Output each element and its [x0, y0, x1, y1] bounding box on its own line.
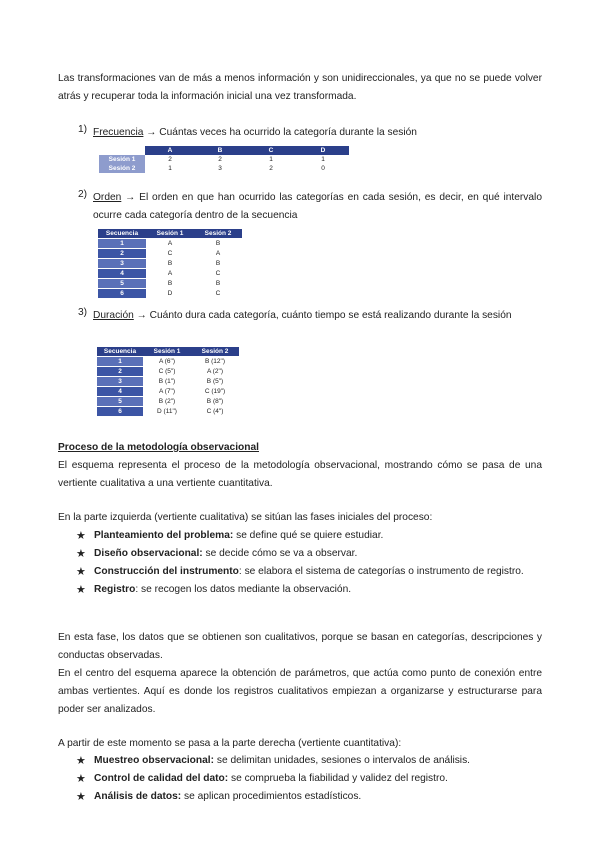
table-header: Sesión 1: [146, 229, 194, 239]
list-item-orden: [78, 189, 542, 225]
table-header: D: [297, 146, 349, 155]
table-cell: 3: [218, 165, 222, 172]
table-header: B: [195, 146, 245, 155]
table-cell: B: [146, 259, 194, 269]
table-row: [98, 239, 242, 249]
table-cell: B: [146, 279, 194, 289]
star-icon: ★: [76, 566, 86, 578]
table-header: Secuencia: [98, 229, 146, 239]
star-icon: ★: [76, 530, 86, 542]
row-label: 5: [97, 397, 143, 407]
table-cell: A: [146, 239, 194, 249]
table-cell: B (5"): [191, 377, 239, 387]
table-row: [98, 289, 242, 299]
list-item: ★ Planteamiento del problema: se define qué se quiere estudiar.: [76, 527, 542, 545]
star-icon: ★: [76, 584, 86, 596]
table-cell: C (5"): [143, 367, 191, 377]
table-cell: 1: [168, 165, 172, 172]
paragraph: En la parte izquierda (vertiente cualitativa) se sitúan las fases iniciales del proceso:: [58, 512, 433, 523]
item-number: 3): [78, 307, 88, 318]
table-cell: D (11"): [143, 407, 191, 417]
paragraph: En esta fase, los datos que se obtienen son cualitativos, porque se basan en categorías, descripciones y conductas observadas.: [58, 632, 542, 661]
table-cell: A: [146, 269, 194, 279]
row-label: 1: [98, 239, 146, 249]
order-table: [98, 229, 242, 299]
paragraph: El esquema representa el proceso de la metodología observacional, mostrando cómo se pasa de una vertiente cualitativa a una vertiente cuantitativa.: [58, 460, 542, 489]
table-cell: B (2"): [143, 397, 191, 407]
table-header: Sesión 2: [194, 229, 242, 239]
row-label: 1: [97, 357, 143, 367]
table-cell: 1: [321, 156, 325, 163]
table-cell: 2: [218, 156, 222, 163]
table-cell: 1: [269, 156, 273, 163]
table-row: [98, 259, 242, 269]
row-label: Sesión 2: [99, 164, 145, 173]
row-label: 2: [98, 249, 146, 259]
quantitative-phase-list: [76, 752, 542, 806]
table-row: [97, 397, 239, 407]
row-label: 4: [98, 269, 146, 279]
item-text: → Cuánto dura cada categoría, cuánto tiempo se está realizando durante la sesión: [133, 310, 512, 321]
table-cell: A (6"): [143, 357, 191, 367]
table-cell: A (2"): [191, 367, 239, 377]
paragraph: En el centro del esquema aparece la obtención de parámetros, que actúa como punto de conexión entre ambas vertientes. Aquí es donde los registros cualitativos empiezan a organizarse y estructurarse para poder ser analizados.: [58, 668, 542, 715]
item-number: 1): [78, 124, 88, 135]
table-row: [97, 357, 239, 367]
item-term: Frecuencia: [93, 127, 144, 138]
table-cell: C (4"): [191, 407, 239, 417]
table-header: Sesión 1: [143, 347, 191, 357]
paragraph: A partir de este momento se pasa a la parte derecha (vertiente cuantitativa):: [58, 738, 402, 749]
star-icon: ★: [76, 773, 86, 785]
table-cell: B (12"): [191, 357, 239, 367]
list-item: ★ Muestreo observacional: se delimitan unidades, sesiones o intervalos de análisis.: [76, 752, 542, 770]
star-icon: ★: [76, 548, 86, 560]
row-label: 3: [97, 377, 143, 387]
row-label: 6: [98, 289, 146, 299]
table-row: [99, 155, 349, 164]
table-row: [98, 249, 242, 259]
star-icon: ★: [76, 791, 86, 803]
item-term: Orden: [93, 192, 122, 203]
table-cell: B: [194, 239, 242, 249]
qualitative-phase-list: [76, 527, 542, 599]
duration-table: [97, 347, 239, 417]
row-label: 4: [97, 387, 143, 397]
frequency-table: [99, 146, 349, 173]
item-text: → Cuántas veces ha ocurrido la categoría durante la sesión: [143, 127, 417, 138]
table-row: [98, 279, 242, 289]
table-cell: C: [146, 249, 194, 259]
item-number: 2): [78, 189, 88, 200]
table-cell: A: [194, 249, 242, 259]
row-label: 5: [98, 279, 146, 289]
table-cell: A (7"): [143, 387, 191, 397]
list-item-frecuencia: [78, 124, 542, 142]
table-cell: 2: [269, 165, 273, 172]
table-cell: C (19"): [191, 387, 239, 397]
table-cell: B: [194, 279, 242, 289]
table-cell: 0: [321, 165, 325, 172]
row-label: Sesión 1: [99, 155, 145, 164]
table-cell: C: [194, 289, 242, 299]
table-cell: 2: [168, 156, 172, 163]
table-header: C: [245, 146, 297, 155]
list-item: ★ Construcción del instrumento: se elabora el sistema de categorías o instrumento de registro.: [76, 563, 542, 581]
table-row: [98, 269, 242, 279]
table-cell: B (1"): [143, 377, 191, 387]
item-term: Duración: [93, 310, 134, 321]
table-row: [99, 164, 349, 173]
item-text: → El orden en que han ocurrido las categorías en cada sesión, es decir, en qué intervalo ocurre cada categoría dentro de la secuencia: [93, 192, 542, 221]
table-header: Secuencia: [97, 347, 143, 357]
section-title: Proceso de la metodología observacional: [58, 442, 259, 453]
table-row: [97, 407, 239, 417]
table-cell: D: [146, 289, 194, 299]
row-label: 2: [97, 367, 143, 377]
table-cell: C: [194, 269, 242, 279]
row-label: 6: [97, 407, 143, 417]
star-icon: ★: [76, 755, 86, 767]
table-row: [97, 377, 239, 387]
table-cell: B: [194, 259, 242, 269]
table-cell: B (8"): [191, 397, 239, 407]
table-header: Sesión 2: [191, 347, 239, 357]
table-row: [97, 387, 239, 397]
table-header: A: [145, 146, 195, 155]
table-row: [97, 367, 239, 377]
list-item: ★ Control de calidad del dato: se comprueba la fiabilidad y validez del registro.: [76, 770, 542, 788]
list-item: ★ Diseño observacional: se decide cómo se va a observar.: [76, 545, 542, 563]
list-item: ★ Registro: se recogen los datos mediante la observación.: [76, 581, 542, 599]
row-label: 3: [98, 259, 146, 269]
list-item-duracion: [78, 307, 542, 325]
list-item: ★ Análisis de datos: se aplican procedimientos estadísticos.: [76, 788, 542, 806]
intro-paragraph: Las transformaciones van de más a menos información y son unidireccionales, ya que no se puede volver atrás y recuperar toda la información inicial una vez transformada.: [58, 73, 542, 102]
